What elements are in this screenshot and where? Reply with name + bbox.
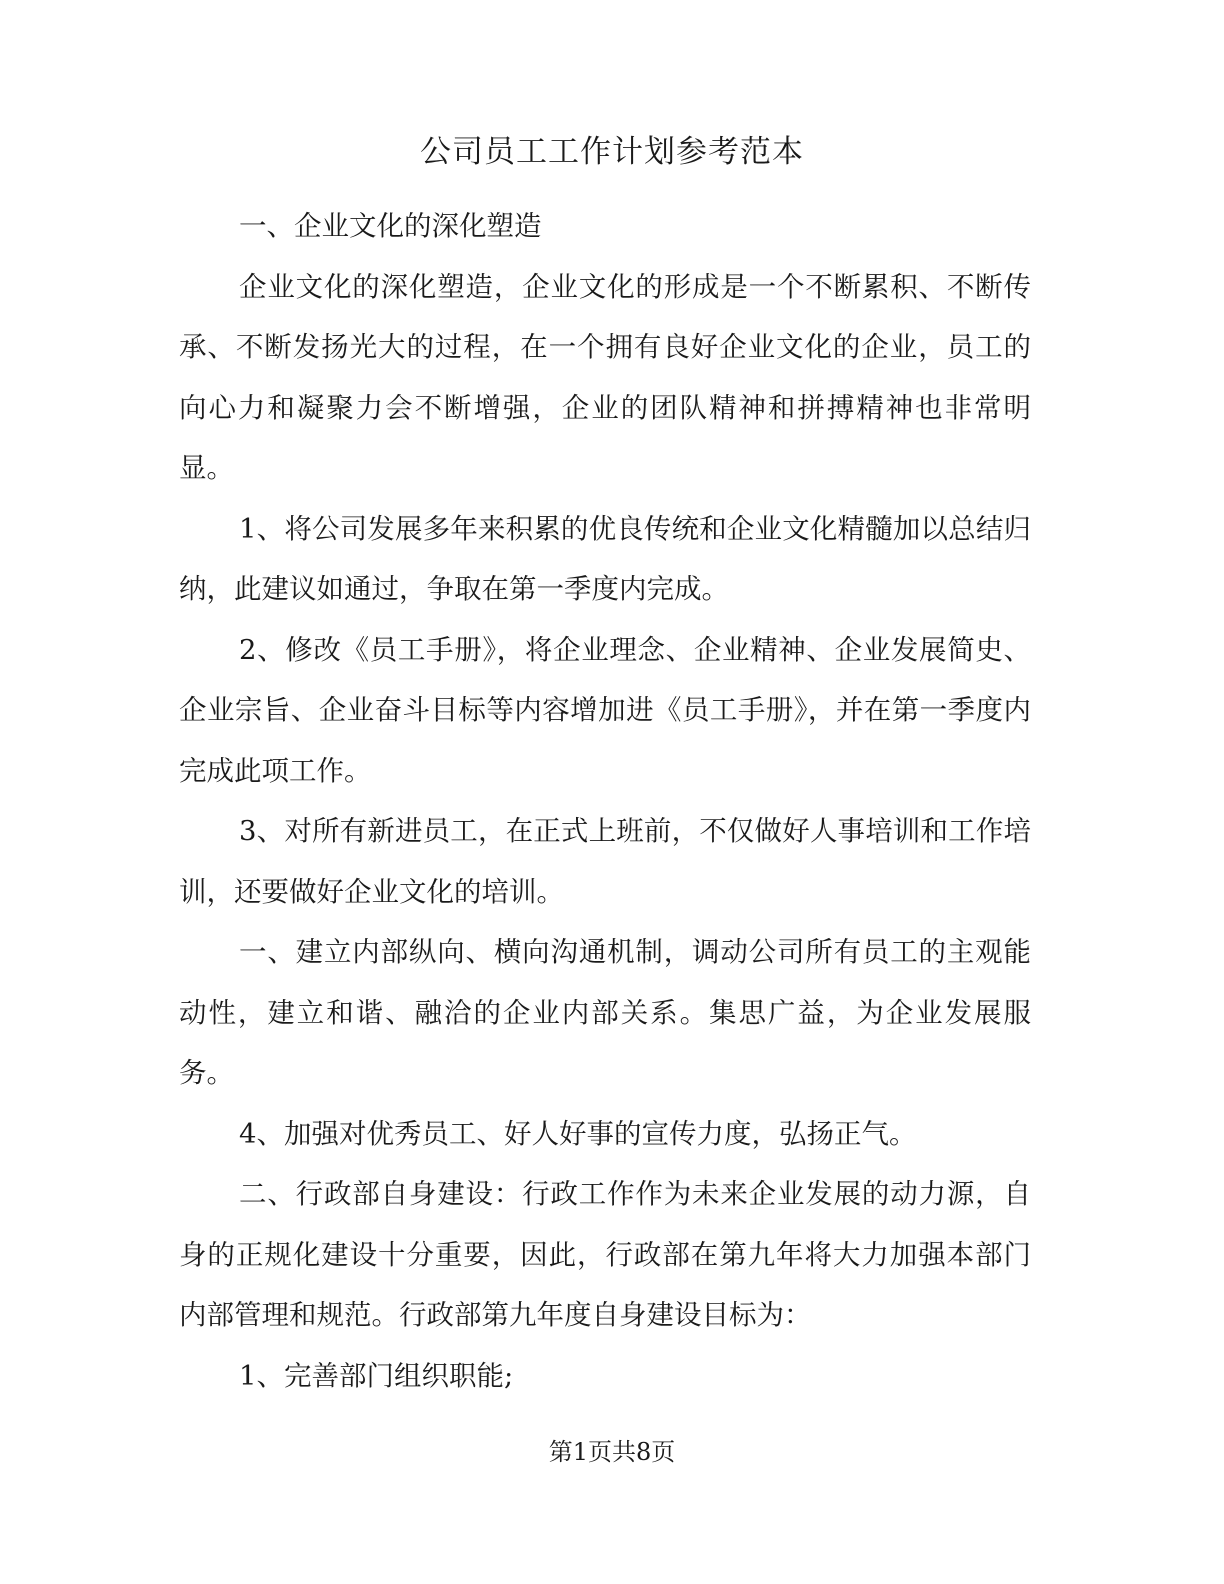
paragraph-item-2: 2、修改《员工手册》，将企业理念、企业精神、企业发展简史、企业宗旨、企业奋斗目标等内容增加进《员工手册》，并在第一季度内完成此项工作。: [179, 633, 1031, 787]
document-title: 公司员工工作计划参考范本: [420, 134, 804, 170]
paragraph-item-3: 3、对所有新进员工，在正式上班前，不仅做好人事培训和工作培训，还要做好企业文化的培训。: [179, 815, 1031, 908]
section-heading-admin-dept: 二、行政部自身建设：行政工作作为未来企业发展的动力源，自身的正规化建设十分重要，因此，行政部在第九年将大力加强本部门内部管理和规范。行政部第九年度自身建设目标为：: [179, 1178, 1031, 1331]
paragraph-item-1: 1、将公司发展多年来积累的优良传统和企业文化精髓加以总结归纳，此建议如通过，争取在第一季度内完成。: [179, 512, 1031, 605]
paragraph-item-4: 4、加强对优秀员工、好人好事的宣传力度，弘扬正气。: [239, 1117, 917, 1150]
paragraph-admin-item-1: 1、完善部门组织职能;: [239, 1359, 514, 1392]
section-heading-corporate-culture: 一、企业文化的深化塑造: [239, 210, 542, 242]
paragraph-communication-mechanism: 一、建立内部纵向、横向沟通机制，调动公司所有员工的主观能动性，建立和谐、融洽的企业内部关系。集思广益，为企业发展服务。: [179, 936, 1031, 1089]
page-number-footer: 第1页共8页: [548, 1438, 676, 1466]
document-body: [179, 196, 1031, 1406]
paragraph-culture-intro: 企业文化的深化塑造，企业文化的形成是一个不断累积、不断传承、不断发扬光大的过程，在一个拥有良好企业文化的企业，员工的向心力和凝聚力会不断增强，企业的团队精神和拼搏精神也非常明显。: [179, 270, 1031, 484]
